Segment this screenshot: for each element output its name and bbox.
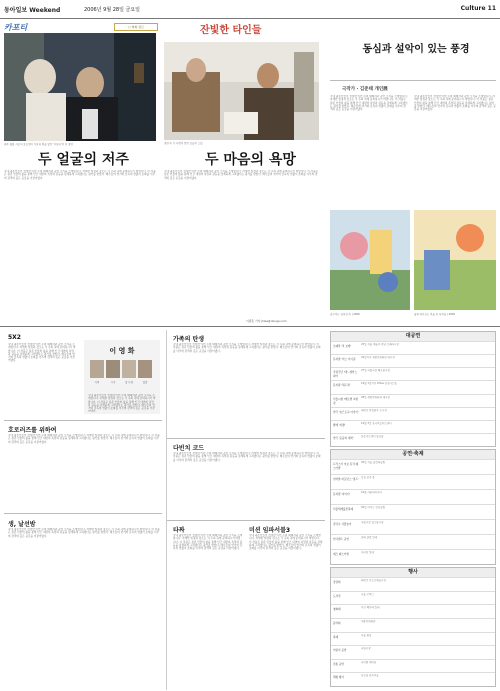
painting-right-caption: 넓게 다가오는 마을 속 나무들 | 2006 bbox=[414, 313, 455, 316]
schedule-row-detail: 세종문화회관 bbox=[361, 619, 376, 623]
center-article-body: 국내 평론가들이 선정한 이번 주의 화제작과 공연 소식을 소개합니다. 자세한 일정과 장소는 각 주최 측에 문의하시기 바랍니다. 이 작품은 실존 인물의 삶을 통해 인간 내면의 욕망과 갈등을 섬세하게 그려냈다는 평가를 받았다. 배우들의 연기와 감독의 연출이 조화를 이루며 관객의 깊은 공감을 이끌어냈다. bbox=[164, 170, 319, 180]
schedule-row bbox=[331, 672, 495, 686]
schedule-row bbox=[331, 380, 495, 393]
mission-body: 국내 평론가들이 선정한 이번 주의 화제작과 공연 소식을 소개합니다. 자세한 일정과 장소는 각 주최 측에 문의하시기 바랍니다. 이 작품은 실존 인물의 삶을 통해 인간 내면의 욕망과 갈등을 섬세하게 그려냈다는 평가를 받았다. 배우들의 연기와 감독의 연출이 조화를 이루며 관객의 깊은 공감을 이끌어냈다. bbox=[249, 534, 323, 551]
schedule-row-detail: 자라섬 일대 bbox=[361, 551, 374, 554]
schedule-row-title: 뮤지컬 '헤드윅' bbox=[333, 384, 351, 388]
schedule-row-title: 서울세계불꽃축제 bbox=[333, 508, 354, 511]
schedule-row-title: 국립극단 '태', 셰익스피어 bbox=[333, 371, 357, 379]
schedule-row-title: 프리스카 이보 뮤직 페스티벌 bbox=[333, 463, 359, 470]
schedule-row bbox=[331, 474, 495, 489]
schedule-row-detail: 서울 코엑스 bbox=[361, 592, 374, 596]
thumb-photo bbox=[122, 360, 136, 378]
schedule-row-detail: 10월 1일까지 KT&G 상상아트홀 bbox=[361, 382, 397, 386]
thumb-photo bbox=[90, 360, 104, 378]
author-panel bbox=[84, 340, 160, 414]
schedule-row-detail: 상설 공연 중 bbox=[361, 476, 375, 479]
divider bbox=[4, 513, 162, 514]
schedule-box-festivals bbox=[330, 449, 496, 565]
section-label: Culture 11 bbox=[460, 5, 496, 12]
family-birth-title: 가족의 탄생 bbox=[173, 336, 205, 343]
painting-left bbox=[330, 210, 410, 310]
schedule-row bbox=[331, 534, 495, 549]
schedule-row-detail: 28일 세종문화회관 대극장 bbox=[361, 395, 390, 399]
tazza-body: 국내 평론가들이 선정한 이번 주의 화제작과 공연 소식을 소개합니다. 자세한 일정과 장소는 각 주최 측에 문의하시기 바랍니다. 이 작품은 실존 인물의 삶을 통해 인간 내면의 욕망과 갈등을 섬세하게 그려냈다는 평가를 받았다. 배우들의 연기와 감독의 연출이 조화를 이루며 관객의 깊은 공감을 이끌어냈다. bbox=[173, 534, 243, 551]
schedule-row-detail: 대학로 아르코예술극장 bbox=[361, 579, 386, 582]
author-name: 이 영 화 bbox=[109, 347, 135, 355]
bottom-left-column bbox=[4, 330, 162, 690]
schedule-row-title: 강연회 bbox=[333, 581, 341, 584]
schedule-row-detail: 국악원 예악당 bbox=[361, 660, 377, 664]
schedule-row-detail: 30일 여의도 한강공원 bbox=[361, 506, 386, 509]
schedule-rows bbox=[331, 577, 495, 686]
schedule-row-detail: 서울 광장 bbox=[361, 633, 372, 637]
schedule-row-title: 연극 '웃음의 대학' bbox=[333, 436, 354, 440]
schedule-row-detail: 홍대 클럽 일대 bbox=[361, 536, 378, 539]
divider bbox=[330, 80, 496, 81]
schedule-row bbox=[331, 354, 495, 367]
schedule-row-detail: 10월 샤롯데씨어터 bbox=[361, 491, 382, 494]
schedule-row bbox=[331, 394, 495, 407]
left-article-title: 두 얼굴의 저주 bbox=[38, 152, 129, 168]
schedule-row-detail: 10월 3일 유니버설아트센터 bbox=[361, 421, 392, 425]
author-thumbs bbox=[90, 360, 154, 390]
movie-5x2-body: 국내 평론가들이 선정한 이번 주의 화제작과 공연 소식을 소개합니다. 자세한 일정과 장소는 각 주최 측에 문의하시기 바랍니다. 이 작품은 실존 인물의 삶을 통해 인간 내면의 욕망과 갈등을 섬세하게 그려냈다는 평가를 받았다. 배우들의 연기와 감독의 연출이 조화를 이루며 관객의 깊은 공감을 이끌어냈다. bbox=[8, 343, 76, 363]
schedule-rows bbox=[331, 459, 495, 564]
schedule-row bbox=[331, 645, 495, 659]
family-birth-body: 국내 평론가들이 선정한 이번 주의 화제작과 공연 소식을 소개합니다. 자세한 일정과 장소는 각 주최 측에 문의하시기 바랍니다. 이 작품은 실존 인물의 삶을 통해 인간 내면의 욕망과 갈등을 섬세하게 그려냈다는 평가를 받았다. 배우들의 연기와 감독의 연출이 조화를 이루며 관객의 깊은 공감을 이끌어냈다. bbox=[173, 343, 321, 353]
schedule-row-detail: 남산골 한옥마을 bbox=[361, 674, 379, 678]
schedule-row-title: 발레 '지젤' bbox=[333, 423, 346, 427]
left-photo-caption: 배우 필립 시모어 호프먼이 카포티 역을 맡은 '카포티'의 한 장면 bbox=[4, 143, 73, 146]
schedule-row-title: 음악회 bbox=[333, 621, 341, 625]
tazza-title: 타짜 bbox=[173, 527, 185, 534]
capote-still-photo bbox=[4, 33, 156, 141]
schedule-row-title: 영화제 bbox=[333, 608, 341, 612]
schedule-row-title: 뮤지컬 '미스 사이공' bbox=[333, 358, 357, 362]
schedule-rows bbox=[331, 341, 495, 446]
schedule-box-events bbox=[330, 567, 496, 687]
divider bbox=[167, 438, 325, 439]
divider bbox=[4, 420, 162, 421]
center-photo-caption: 장면 속 두 사람이 앉은 모습의 스틸 bbox=[164, 142, 203, 145]
schedule-row-title: 전통 공연 bbox=[333, 662, 344, 666]
author-panel-body: 국내 평론가들이 선정한 이번 주의 화제작과 공연 소식을 소개합니다. 자세한 일정과 장소는 각 주최 측에 문의하시기 바랍니다. 이 작품은 실존 인물의 삶을 통해 인간 내면의 욕망과 갈등을 섬세하게 그려냈다는 평가를 받았다. 배우들의 연기와 감독의 연출이 조화를 이루며 관객의 깊은 공감을 이끌어냈다. bbox=[88, 394, 156, 412]
thumb-photo bbox=[106, 360, 120, 378]
schedule-row bbox=[331, 407, 495, 420]
schedule-row-detail: 30일까지 세종문화회관 대극장 bbox=[361, 356, 395, 360]
schedule-row-title: 넌버벌 퍼포먼스 '점프' bbox=[333, 478, 359, 481]
schedule-row bbox=[331, 618, 495, 632]
schedule-row-detail: 국립극장 bbox=[361, 647, 371, 651]
schedule-row-detail: 25일 서울 예술의 전당 오페라극장 bbox=[361, 343, 399, 346]
schedule-row-title: 체험 행사 bbox=[333, 676, 344, 680]
schedule-row bbox=[331, 549, 495, 564]
schedule-row-detail: 30일 서울 올림픽공원 bbox=[361, 461, 386, 464]
schedule-row bbox=[331, 489, 495, 504]
schedule-row bbox=[331, 504, 495, 519]
center-article-title: 두 마음의 욕망 bbox=[205, 152, 296, 168]
divider bbox=[0, 326, 500, 327]
painting-left-caption: 솟구치는 넘어진 속 | 2006 bbox=[330, 313, 360, 316]
schedule-row-title: 연극 '늘근도둑 이야기' bbox=[333, 410, 359, 414]
issue-date: 2006년 9월 28일 금요일 bbox=[84, 7, 141, 13]
mission-title: 미션 임파서블3 bbox=[249, 527, 291, 534]
bottom-center-column bbox=[166, 330, 324, 690]
schedule-row-title: 인디밴드 공연 bbox=[333, 538, 349, 541]
movie-feature-label: 잔빛한 타인들 bbox=[200, 25, 262, 36]
thumb-label: 가족 bbox=[94, 381, 100, 384]
davinci-body: 국내 평론가들이 선정한 이번 주의 화제작과 공연 소식을 소개합니다. 자세한 일정과 장소는 각 주최 측에 문의하시기 바랍니다. 이 작품은 실존 인물의 삶을 통해 인간 내면의 욕망과 갈등을 섬세하게 그려냈다는 평가를 받았다. 배우들의 연기와 감독의 연출이 조화를 이루며 관객의 깊은 공감을 이끌어냈다. bbox=[173, 452, 321, 462]
schedule-heading: 대공연 bbox=[331, 332, 495, 341]
schedule-row-title: 뮤지컬 '아이다' bbox=[333, 493, 351, 496]
schedule-row bbox=[331, 420, 495, 433]
newspaper-name: 동아일보 Weekend bbox=[4, 7, 61, 14]
schedule-row-title: 오페라 '라 보엠' bbox=[333, 345, 352, 348]
schedule-row-detail: 27일 국립극장 해오름극장 bbox=[361, 369, 390, 373]
horrors-title: 호로러즈를 위하여 bbox=[8, 427, 57, 434]
schedule-row-title: 재즈 페스티벌 bbox=[333, 553, 349, 556]
painting-right bbox=[414, 210, 496, 310]
schedule-row-title: 축제 bbox=[333, 635, 339, 639]
schedule-row bbox=[331, 659, 495, 673]
schedule-row bbox=[331, 433, 495, 446]
schedule-row bbox=[331, 591, 495, 605]
byline: 이종훈 기자 jhlee@donga.com bbox=[246, 319, 287, 323]
schedule-row-detail: 부산 해운대 일대 bbox=[361, 606, 380, 610]
schedule-row bbox=[331, 341, 495, 354]
schedule-row-title: 어린이 공연 bbox=[333, 649, 347, 653]
schedule-heading: 행사 bbox=[331, 568, 495, 577]
movie-still-photo bbox=[164, 42, 319, 140]
schedule-row-detail: 동숭아트센터 동숭홀 bbox=[361, 434, 384, 438]
schedule-row-detail: 대학로 학전블루 소극장 bbox=[361, 408, 387, 412]
schedule-box-performances bbox=[330, 331, 496, 447]
horrors-body: 국내 평론가들이 선정한 이번 주의 화제작과 공연 소식을 소개합니다. 자세한 일정과 장소는 각 주최 측에 문의하시기 바랍니다. 이 작품은 실존 인물의 삶을 통해 인간 내면의 욕망과 갈등을 섬세하게 그려냈다는 평가를 받았다. 배우들의 연기와 감독의 연출이 조화를 이루며 관객의 깊은 공감을 이끌어냈다. bbox=[8, 434, 160, 444]
divider bbox=[167, 520, 325, 521]
schedule-row-detail: 국립극장 달오름극장 bbox=[361, 521, 384, 524]
left-article-body: 국내 평론가들이 선정한 이번 주의 화제작과 공연 소식을 소개합니다. 자세한 일정과 장소는 각 주최 측에 문의하시기 바랍니다. 이 작품은 실존 인물의 삶을 통해 인간 내면의 욕망과 갈등을 섬세하게 그려냈다는 평가를 받았다. 배우들의 연기와 감독의 연출이 조화를 이루며 관객의 깊은 공감을 이끌어냈다. bbox=[4, 170, 156, 180]
right-feature-title: 동심과 설악이 있는 풍경 bbox=[362, 44, 470, 55]
movie-5x2-title: 5X2 bbox=[8, 334, 21, 341]
schedule-heading: 공연·축제 bbox=[331, 450, 495, 459]
life-body: 국내 평론가들이 선정한 이번 주의 화제작과 공연 소식을 소개합니다. 자세한 일정과 장소는 각 주최 측에 문의하시기 바랍니다. 이 작품은 실존 인물의 삶을 통해 인간 내면의 욕망과 갈등을 섬세하게 그려냈다는 평가를 받았다. 배우들의 연기와 감독의 연출이 조화를 이루며 관객의 깊은 공감을 이끌어냈다. bbox=[8, 528, 160, 538]
movie-genre-tag: ○ 영화 장르 bbox=[114, 23, 158, 31]
right-feature-body-2: 국내 평론가들이 선정한 이번 주의 화제작과 공연 소식을 소개합니다. 자세한 일정과 장소는 각 주최 측에 문의하시기 바랍니다. 이 작품은 실존 인물의 삶을 통해 인간 내면의 욕망과 갈등을 섬세하게 그려냈다는 평가를 받았다. 배우들의 연기와 감독의 연출이 조화를 이루며 관객의 깊은 공감을 이끌어냈다. bbox=[414, 95, 496, 112]
schedule-row-title: 김덕수 사물놀이 bbox=[333, 523, 352, 526]
right-feature-subtitle: 극작가 · 김준태 개인展 bbox=[342, 87, 388, 92]
thumb-label: 결말 bbox=[142, 381, 148, 384]
page-header bbox=[0, 0, 500, 19]
thumb-photo bbox=[138, 360, 152, 378]
thumb-label: 첫 사랑 bbox=[124, 381, 134, 384]
schedule-row bbox=[331, 604, 495, 618]
thumb-label: 시작 bbox=[110, 381, 116, 384]
schedule-row bbox=[331, 367, 495, 380]
right-feature-body-1: 국내 평론가들이 선정한 이번 주의 화제작과 공연 소식을 소개합니다. 자세한 일정과 장소는 각 주최 측에 문의하시기 바랍니다. 이 작품은 실존 인물의 삶을 통해 인간 내면의 욕망과 갈등을 섬세하게 그려냈다는 평가를 받았다. 배우들의 연기와 감독의 연출이 조화를 이루며 관객의 깊은 공감을 이끌어냈다. bbox=[330, 95, 408, 112]
column-logo: 카포티 bbox=[4, 23, 28, 32]
schedule-row-title: 도서전 bbox=[333, 594, 341, 598]
schedule-row bbox=[331, 519, 495, 534]
davinci-title: 다빈치 코드 bbox=[173, 445, 205, 452]
life-title: 생, 날선밤 bbox=[8, 521, 36, 528]
schedule-row-title: 서울시향 '베토벤 교향곡' bbox=[333, 397, 358, 405]
schedule-row bbox=[331, 459, 495, 474]
schedule-row bbox=[331, 632, 495, 646]
schedule-row bbox=[331, 577, 495, 591]
